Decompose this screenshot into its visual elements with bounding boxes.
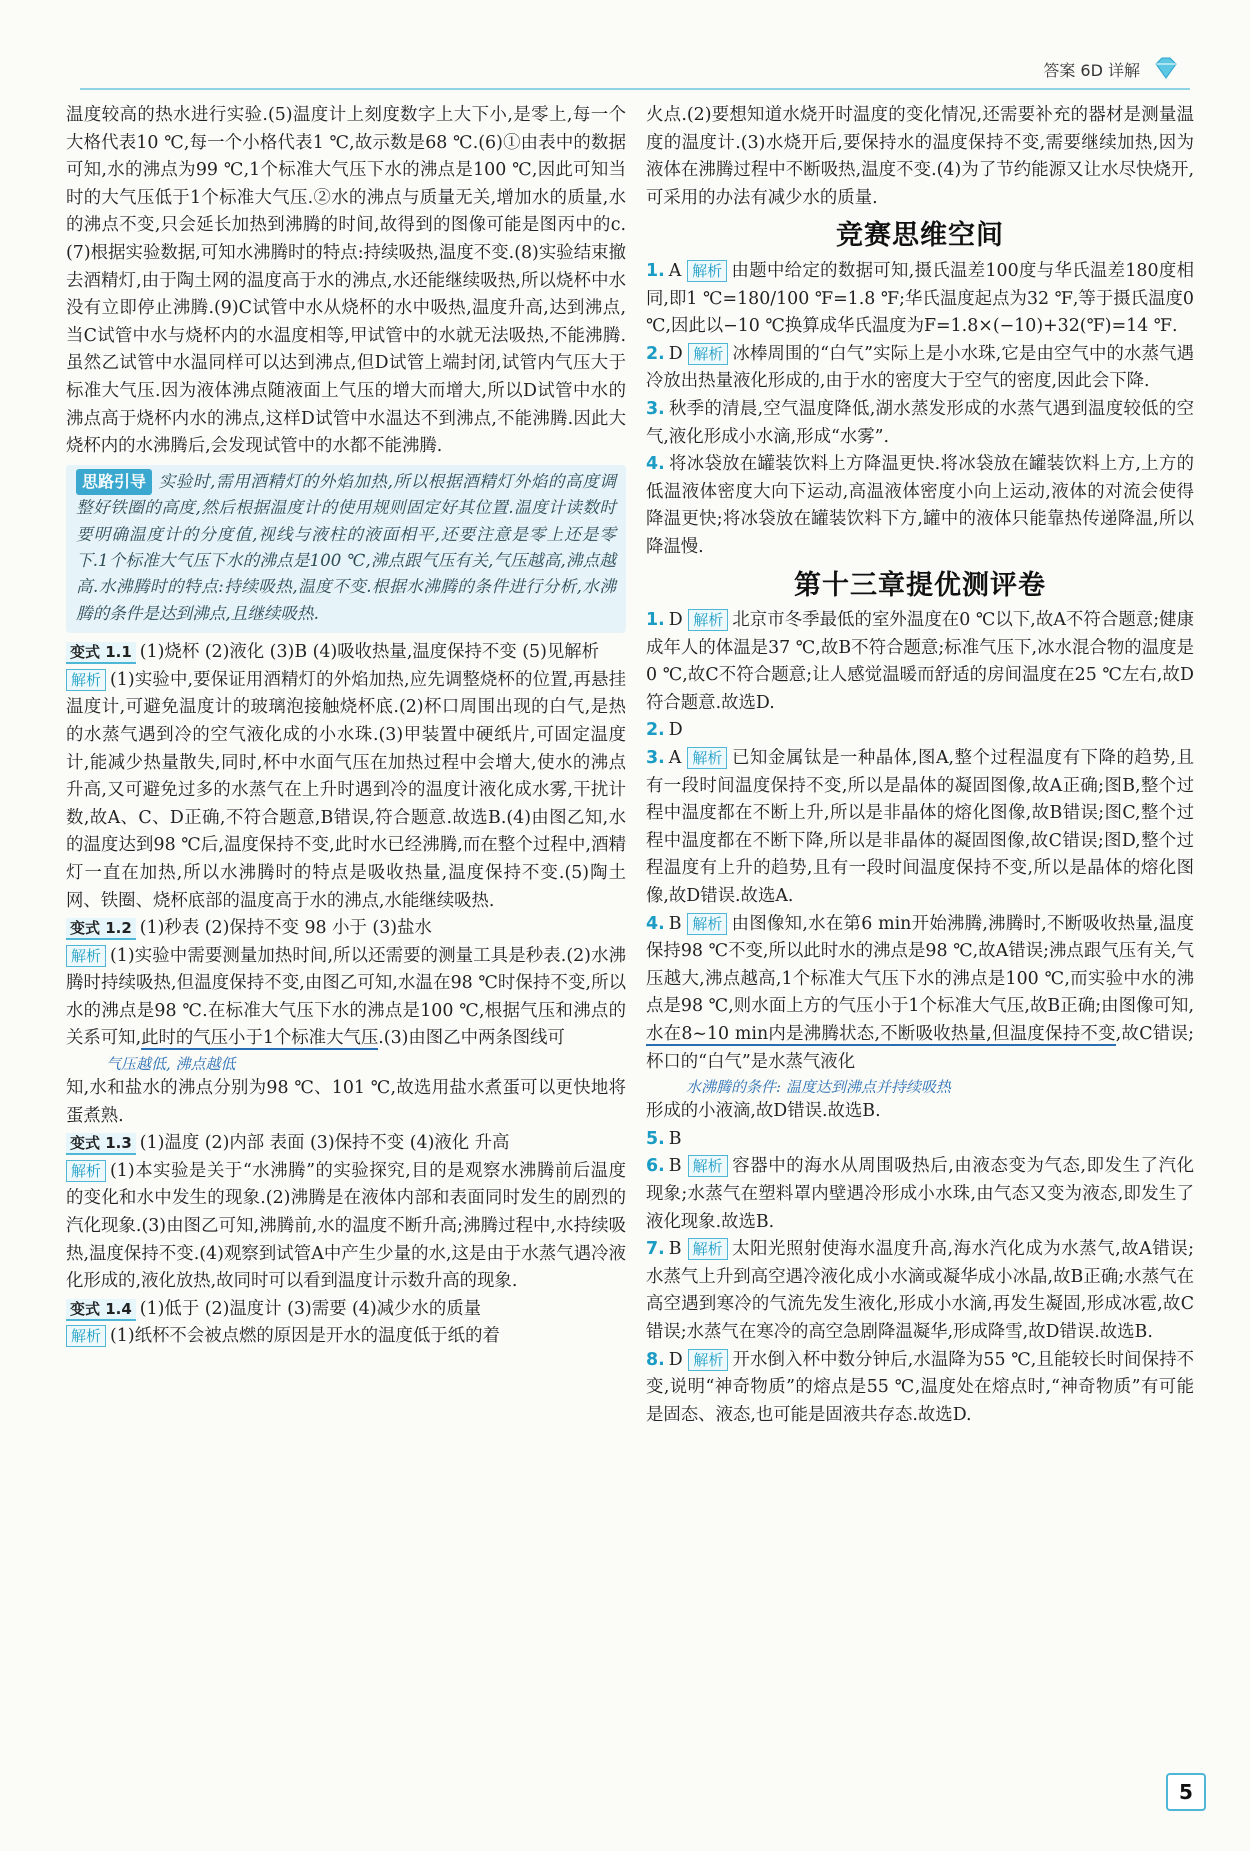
handwritten-note: 水沸腾的条件: 温度达到沸点并持续吸热 (686, 1078, 951, 1097)
underlined-text: 此时的气压小于1个标准大气压 (141, 1028, 379, 1049)
analysis-text: 容器中的海水从周围吸热后,由液态变为气态,即发生了汽化现象;水蒸气在塑料罩内壁遇冷形成小水珠,由气态又变为液态,即发生了液化现象.故选B. (646, 1156, 1194, 1232)
analysis-text: 开水倒入杯中数分钟后,水温降为55 ℃,且能较长时间保持不变,说明“神奇物质”的熔点是55 ℃,温度处在熔点时,“神奇物质”有可能是固态、液态,也可能是固液共存态.故选D. (646, 1349, 1195, 1425)
analysis-tag: 解析 (688, 609, 728, 631)
analysis-tag: 解析 (66, 945, 106, 967)
thinking-guide-text: 实验时,需用酒精灯的外焰加热,所以根据酒精灯外焰的高度调整好铁圈的高度,然后根据温度计的使用规则固定好其位置.温度计读数时要明确温度计的分度值,视线与液柱的液面相平,还要注意是零上还是零下.1个标准大气压下水的沸点是100 ℃,沸点跟气压有关,气压越高,沸点越高.水沸腾时的特点:持续吸热,温度不变.根据水沸腾的条件进行分析,水沸腾的条件是达到沸点,且继续吸热. (76, 471, 616, 623)
test-question-1 (646, 607, 1194, 717)
test-question-8 (646, 1347, 1194, 1430)
analysis-continuation: 形成的小液滴,故D错误.故选B. (646, 1101, 881, 1122)
analysis-tag: 解析 (66, 669, 106, 691)
thinking-guide-badge: 思路引导 (76, 469, 152, 495)
variant-1-3-analysis (66, 1158, 626, 1296)
variant-tag: 变式 1.2 (66, 918, 136, 940)
question-answer: D (668, 1349, 683, 1370)
answer-paragraph: 火点.(2)要想知道水烧开时温度的变化情况,还需要补充的器材是测量温度的温度计.(3)水烧开后,要保持水的温度保持不变,需要继续加热,因为液体在沸腾过程中不断吸热,温度不变.(4)为了节约能源又让水尽快烧开,可采用的办法有减少水的质量. (646, 105, 1194, 208)
question-number: 1. (646, 610, 665, 631)
analysis-text: (1)实验中,要保证用酒精灯的外焰加热,应先调整烧杯的位置,再悬挂温度计,可避免温度计的玻璃泡接触烧杯底.(2)杯口周围出现的白气,是热的水蒸气遇到冷的空气液化成的小水珠.(3)甲装置中硬纸片,可固定温度计,能减少热量散失,同时,杯中水面气压在加热过程中会增大,使水的沸点升高,又可避免过多的水蒸气在上升时遇到冷的温度计液化成水雾,干扰计数,故A、C、D正确,不符合题意,B错误,符合题意.故选B.(4)由图乙知,水的温度达到98 ℃后,温度保持不变,此时水已经沸腾,而在整个过程中,酒精灯一直在加热,所以水沸腾时的特点是吸收热量,温度保持不变.(5)陶土网、铁圈、烧杯底部的温度高于水的沸点,水能继续吸热. (66, 669, 626, 911)
question-answer: B (668, 1128, 682, 1149)
variant-answer-text: (1)秒表 (2)保持不变 98 小于 (3)盐水 (139, 918, 432, 939)
thinking-guide-box (66, 465, 626, 633)
question-answer: B (668, 913, 682, 934)
question-number: 3. (646, 748, 665, 769)
question-4 (646, 451, 1194, 561)
analysis-text: ,故C错误;杯口的“白气”是水蒸气液化 (646, 1024, 1194, 1072)
test-question-7 (646, 1236, 1194, 1346)
question-answer: A (668, 748, 682, 769)
analysis-text: 冰棒周围的“白气”实际上是小水珠,它是由空气中的水蒸气遇冷放出热量液化形成的,由于水的密度大于空气的密度,因此会下降. (646, 343, 1194, 392)
right-column (646, 102, 1194, 1429)
question-number: 1. (646, 260, 665, 281)
variant-1-1-answer (66, 639, 626, 667)
variant-tag: 变式 1.4 (66, 1299, 136, 1321)
question-answer: B (668, 1239, 682, 1260)
analysis-tag: 解析 (688, 1349, 728, 1371)
test-question-6 (646, 1153, 1194, 1236)
question-number: 5. (646, 1128, 665, 1149)
test-question-2 (646, 717, 1194, 745)
variant-1-1-analysis (66, 667, 626, 915)
analysis-text: 太阳光照射使海水温度升高,海水汽化成为水蒸气,故A错误;水蒸气上升到高空遇冷液化成小水滴或凝华成小冰晶,故B正确;水蒸气在高空遇到寒冷的气流先发生液化,形成小水滴,再发生凝固,形成冰雹,故C错误;水蒸气在寒冷的高空急剧降温凝华,形成降雪,故D错误.故选B. (646, 1239, 1194, 1342)
section-title-chapter-test: 第十三章提优测评卷 (794, 569, 1046, 601)
analysis-tag: 解析 (688, 1155, 728, 1177)
variant-answer-text: (1)烧杯 (2)液化 (3)B (4)吸收热量,温度保持不变 (5)见解析 (139, 642, 600, 663)
variant-1-2-answer (66, 915, 626, 943)
test-question-4 (646, 911, 1194, 1077)
analysis-text: 由题中给定的数据可知,摄氏温差100度与华氏温差180度相同,即1 ℃=180/100 ℉=1.8 ℉;华氏温度起点为32 ℉,等于摄氏温度0 ℃,因此以−10 ℃换算成华氏温度为F=1.8×(−10)+32(℉)=14 ℉. (646, 260, 1195, 337)
question-2 (646, 341, 1194, 396)
analysis-text: (1)实验中需要测量加热时间,所以还需要的测量工具是秒表.(2)水沸腾时持续吸热,但温度保持不变,由图乙可知,水温在98 ℃时保持不变,所以水的沸点是98 ℃.在标准大气压下水的沸点是100 ℃,根据气压和沸点的关系可知, (66, 945, 626, 1049)
question-number: 2. (646, 343, 665, 364)
variant-answer-text: (1)低于 (2)温度计 (3)需要 (4)减少水的质量 (139, 1298, 481, 1319)
analysis-text: 北京市冬季最低的室外温度在0 ℃以下,故A不符合题意;健康成年人的体温是37 ℃,故B不符合题意;标准气压下,冰水混合物的温度是0 ℃,故C不符合题意;让人感觉温暖而舒适的房间温度在25 ℃左右,故D符合题意.故选D. (646, 610, 1194, 713)
question-number: 2. (646, 720, 665, 741)
answer-text: 将冰袋放在罐装饮料上方降温更快.将冰袋放在罐装饮料上方,上方的低温液体密度大向下运动,高温液体密度小向上运动,液体的对流会使得降温更快;将冰袋放在罐装饮料下方,罐中的液体只能靠热传递降温,所以降温慢. (646, 454, 1194, 557)
analysis-tag: 解析 (687, 913, 727, 935)
question-answer: D (668, 343, 683, 364)
variant-tag: 变式 1.3 (66, 1133, 136, 1155)
analysis-tag: 解析 (66, 1325, 106, 1347)
variant-1-4-analysis (66, 1323, 626, 1351)
question-number: 8. (646, 1349, 665, 1370)
header-title: 答案 6D 详解 (1043, 61, 1140, 80)
analysis-text: 已知金属钛是一种晶体,图A,整个过程温度有下降的趋势,且有一段时间温度保持不变,所以是晶体的凝固图像,故A正确;图B,整个过程中温度都在不断上升,所以是非晶体的熔化图像,故B错误;图C,整个过程中温度都在不断下降,所以是非晶体的凝固图像,故C错误;图D,整个过程温度有上升的趋势,且有一段时间温度保持不变,所以是晶体的熔化图像,故D错误.故选A. (646, 748, 1194, 907)
analysis-tag: 解析 (687, 260, 727, 282)
question-number: 4. (646, 454, 665, 475)
handwritten-note: 气压越低, 沸点越低 (106, 1055, 236, 1074)
variant-1-3-answer (66, 1130, 626, 1158)
analysis-text: (1)纸杯不会被点燃的原因是开水的温度低于纸的着 (110, 1326, 500, 1347)
variant-1-2-analysis (66, 943, 626, 1053)
question-number: 4. (646, 913, 665, 934)
test-question-5 (646, 1126, 1194, 1154)
question-number: 6. (646, 1156, 665, 1177)
variant-answer-text: (1)温度 (2)内部 表面 (3)保持不变 (4)液化 升高 (139, 1133, 510, 1154)
question-3 (646, 396, 1194, 451)
analysis-continuation: 知,水和盐水的沸点分别为98 ℃、101 ℃,故选用盐水煮蛋可以更快地将蛋煮熟. (66, 1078, 626, 1126)
diamond-logo-icon (1152, 56, 1180, 80)
question-number: 3. (646, 398, 665, 419)
question-answer: D (668, 720, 683, 741)
analysis-text: (1)本实验是关于“水沸腾”的实验探究,目的是观察水沸腾前后温度的变化和水中发生的现象.(2)沸腾是在液体内部和表面同时发生的剧烈的汽化现象.(3)由图乙可知,沸腾前,水的温度不断升高;沸腾过程中,水持续吸热,温度保持不变.(4)观察到试管A中产生少量的水,这是由于水蒸气遇冷液化形成的,液化放热,故同时可以看到温度计示数升高的现象. (66, 1160, 626, 1292)
left-column (66, 102, 626, 1351)
underlined-text: 水在8~10 min内是沸腾状态,不断吸收热量,但温度保持不变 (646, 1024, 1116, 1044)
page-number: 5 (1166, 1773, 1206, 1811)
question-answer: A (668, 260, 682, 281)
analysis-tag: 解析 (688, 343, 728, 365)
test-question-3 (646, 745, 1194, 911)
variant-tag: 变式 1.1 (66, 642, 136, 664)
answer-paragraph: 温度较高的热水进行实验.(5)温度计上刻度数字上大下小,是零上,每一个大格代表10 ℃,每一个小格代表1 ℃,故示数是68 ℃.(6)①由表中的数据可知,水的沸点为99 ℃,1个标准大气压下水的沸点是100 ℃,因此可知当时的大气压低于1个标准大气压.②水的沸点与质量无关,增加水的质量,水的沸点不变,只会延长加热到沸腾的时间,故得到的图像可能是图丙中的c.(7)根据实验数据,可知水沸腾时的特点:持续吸热,温度不变.(8)实验结束撤去酒精灯,由于陶土网的温度高于水的沸点,水还能继续吸热,所以烧杯中水没有立即停止沸腾.(9)C试管中水从烧杯的水中吸热,温度升高,达到沸点,当C试管中水与烧杯内的水温度相等,甲试管中的水就无法吸热,不能沸腾.虽然乙试管中水温同样可以达到沸点,但D试管上端封闭,试管内气压大于标准大气压.因为液体沸点随液面上气压的增大而增大,所以D试管中水的沸点高于烧杯内水的沸点,这样D试管中水温达不到沸点,不能沸腾.因此大烧杯内的水沸腾后,会发现试管中的水都不能沸腾. (66, 105, 626, 457)
answer-text: 秋季的清晨,空气温度降低,湖水蒸发形成的水蒸气遇到温度较低的空气,液化形成小水滴,形成“水雾”. (646, 398, 1194, 447)
question-1 (646, 258, 1194, 341)
page-header (80, 54, 1190, 90)
analysis-tag: 解析 (687, 747, 727, 769)
question-answer: B (668, 1156, 682, 1177)
question-number: 7. (646, 1239, 665, 1260)
analysis-tag: 解析 (66, 1160, 106, 1182)
analysis-tag: 解析 (688, 1238, 728, 1260)
analysis-text: .(3)由图乙中两条图线可 (378, 1028, 565, 1049)
analysis-text: 由图像知,水在第6 min开始沸腾,沸腾时,不断吸收热量,温度保持98 ℃不变,所以此时水的沸点是98 ℃,故A错误;沸点跟气压有关,气压越大,沸点越高,1个标准大气压下水的沸点是100 ℃,而实验中水的沸点是98 ℃,则水面上方的气压小于1个标准大气压,故B正确;由图像可知, (646, 913, 1194, 1017)
section-title-competition: 竞赛思维空间 (836, 220, 1004, 252)
question-answer: D (668, 610, 683, 631)
variant-1-4-answer (66, 1296, 626, 1324)
